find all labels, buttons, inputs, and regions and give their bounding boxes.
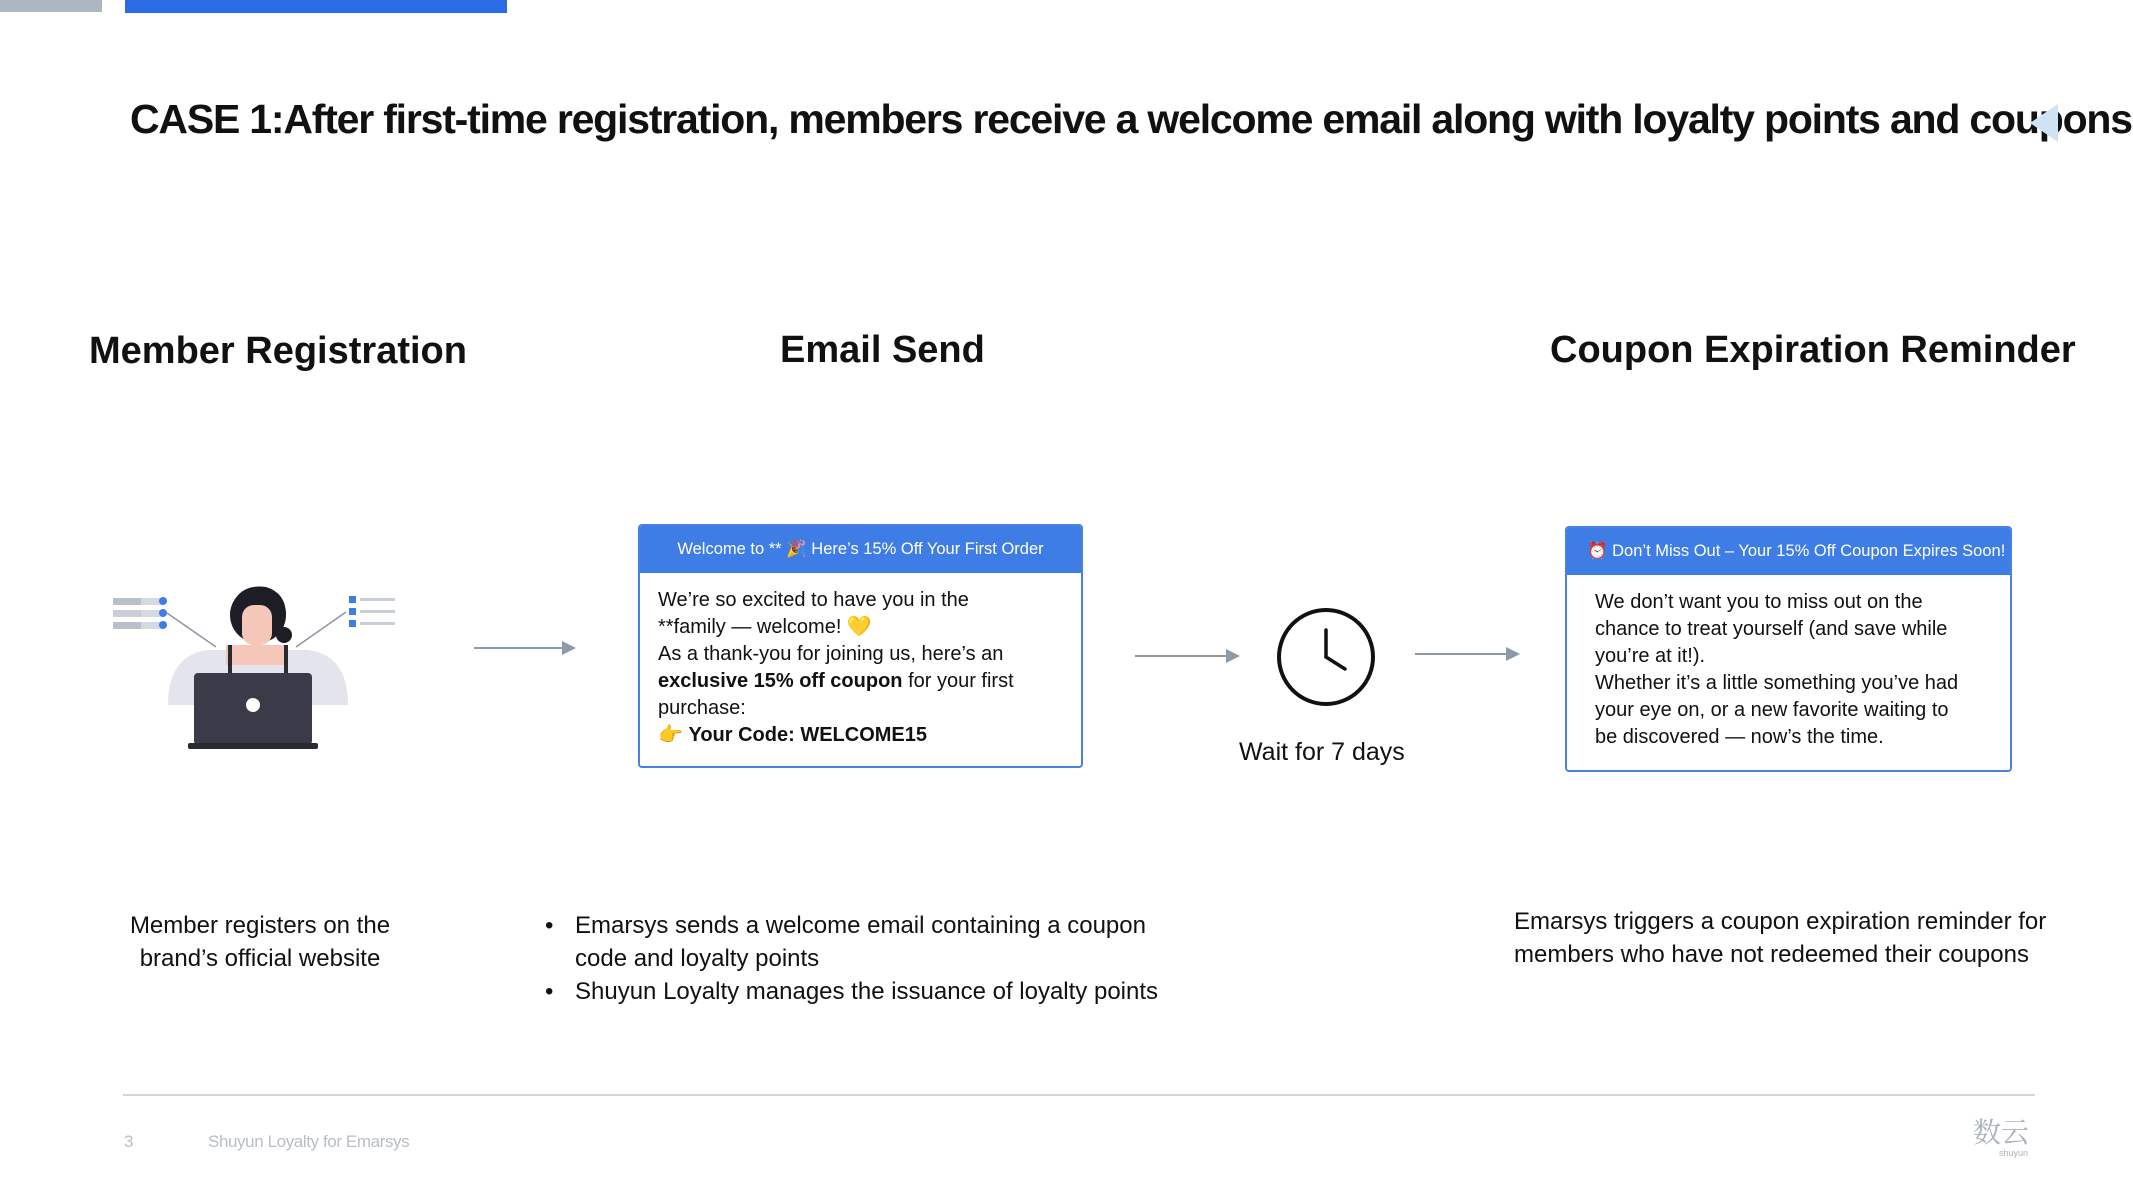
person-laptop-illustration bbox=[108, 575, 408, 755]
registration-caption: Member registers on the brand’s official website bbox=[129, 912, 391, 972]
email-send-bullets bbox=[545, 909, 1245, 1008]
reminder-line: your eye on, or a new favorite waiting to bbox=[1595, 699, 1949, 721]
email-line: purchase: bbox=[658, 697, 746, 719]
email-line: We’re so excited to have you in the bbox=[658, 589, 969, 611]
reminder-line: you’re at it!). bbox=[1595, 645, 1706, 667]
coupon-code-line: 👉 Your Code: WELCOME15 bbox=[658, 724, 927, 746]
flow-arrow-1 bbox=[474, 647, 574, 649]
reminder-line: Whether it’s a little something you’ve had bbox=[1595, 672, 1959, 694]
email-line: As a thank-you for joining us, here’s an bbox=[658, 643, 1004, 665]
clock-icon bbox=[1274, 605, 1378, 709]
page-number: 3 bbox=[124, 1132, 134, 1151]
top-accent-bar-grey bbox=[0, 0, 102, 12]
top-accent-bar-blue bbox=[125, 0, 507, 13]
reminder-line: We don’t want you to miss out on the bbox=[1595, 591, 1923, 613]
email-subject: Welcome to ** 🎉 Here’s 15% Off Your First Order bbox=[640, 526, 1081, 573]
shuyun-logo: 数云 shuyun bbox=[1972, 1117, 2029, 1158]
footer-title: Shuyun Loyalty for Emarsys bbox=[208, 1132, 410, 1151]
reminder-caption: Emarsys triggers a coupon expiration reminder for members who have not redeemed their coupons bbox=[1514, 908, 2047, 968]
reminder-email-card bbox=[1565, 526, 2012, 772]
reminder-line: chance to treat yourself (and save while bbox=[1595, 618, 1948, 640]
heading-coupon-reminder: Coupon Expiration Reminder bbox=[1550, 329, 2076, 371]
pointing-hand-icon: 👉 bbox=[658, 724, 683, 746]
list-icon-left bbox=[113, 597, 216, 647]
email-line: exclusive 15% off coupon for your first bbox=[658, 670, 1014, 692]
reminder-subject: ⏰ Don’t Miss Out – Your 15% Off Coupon Expires Soon! bbox=[1567, 528, 2010, 575]
bullet-item: • Shuyun Loyalty manages the issuance of loyalty points bbox=[545, 975, 1245, 1008]
title-decoration bbox=[2030, 104, 2058, 142]
welcome-email-card bbox=[638, 524, 1083, 768]
email-line: **family — welcome! 💛 bbox=[658, 616, 872, 638]
flow-arrow-3 bbox=[1415, 653, 1518, 655]
footer-divider bbox=[123, 1094, 2035, 1096]
heading-email-send: Email Send bbox=[780, 329, 985, 371]
flow-arrow-2 bbox=[1135, 655, 1238, 657]
page-title: CASE 1:After first-time registration, members receive a welcome email along with loyalty points and coupons bbox=[130, 96, 2132, 142]
reminder-line: be discovered — now’s the time. bbox=[1595, 726, 1884, 748]
coupon-highlight: exclusive 15% off coupon bbox=[658, 670, 903, 692]
bullet-item: • Emarsys sends a welcome email containing a coupon code and loyalty points bbox=[545, 909, 1245, 975]
list-icon-right bbox=[296, 596, 395, 647]
wait-label: Wait for 7 days bbox=[1239, 738, 1405, 766]
heading-member-registration: Member Registration bbox=[89, 330, 467, 372]
